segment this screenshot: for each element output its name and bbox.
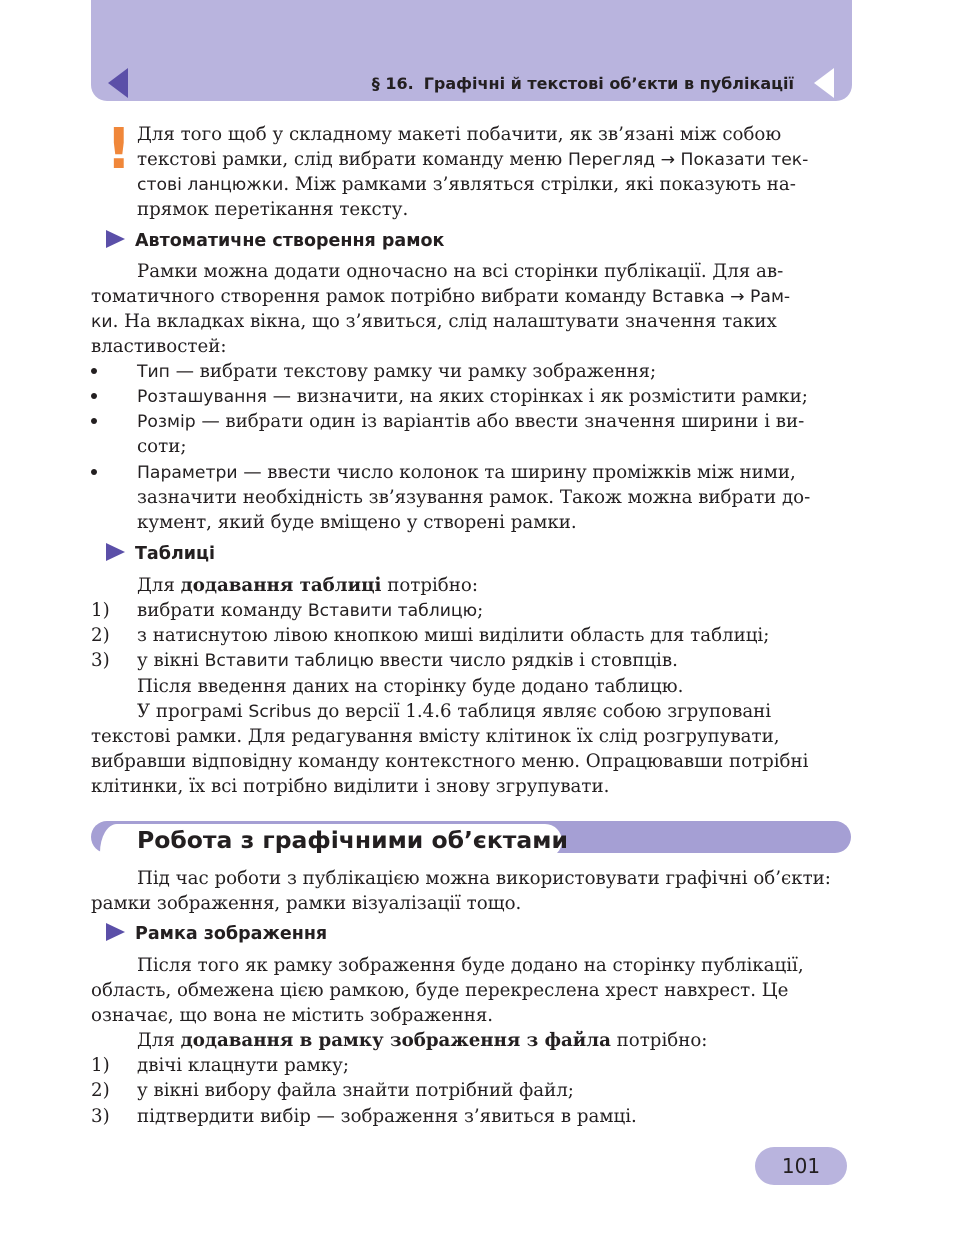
next-page-arrow-icon[interactable] [814,68,834,98]
step-text: двічі клацнути рамку; [137,1055,349,1076]
paragraph-line: текстові рамки. Для редагування вмісту клітинок їх слід розгрупувати, [91,726,780,747]
list-item: кумент, який буде вміщено у створені рамки. [137,512,577,533]
bullet-icon [91,393,97,399]
section-heading: Робота з графічними об’єктами [137,826,568,854]
note-line: прямок перетікання тексту. [137,199,409,220]
step-text: вибрати команду Вставити таблицю; [137,600,484,621]
paragraph-line: означає, що вона не містить зображення. [91,1005,494,1026]
paragraph-line: Під час роботи з публікацією можна використовувати графічні об’єкти: [137,868,831,889]
section-title-header: Графічні й текстові об’єкти в публікації [423,74,794,93]
paragraph-line: Після того як рамку зображення буде додано на сторінку публікації, [137,955,804,976]
step-number: 1) [91,1055,110,1076]
step-number: 2) [91,625,110,646]
step-text: з натиснутою лівою кнопкою миші виділити область для таблиці; [137,625,770,646]
ui-term: Вставка → Рам- [651,287,791,307]
paragraph-line: властивостей: [91,336,227,357]
step-number: 3) [91,1106,110,1127]
paragraph-line: Після введення даних на сторінку буде додано таблицю. [137,676,684,697]
step-number: 2) [91,1080,110,1101]
triangle-bullet-icon [106,923,125,941]
ui-term: Параметри [137,463,238,483]
page-header [91,0,852,101]
step-text: підтвердити вибір — зображення з’явиться в рамці. [137,1106,637,1127]
paragraph-line: У програмі Scribus до версії 1.4.6 таблиця являє собою згруповані [137,701,772,722]
list-item: зазначити необхідність зв’язування рамок. Також можна вибрати до- [137,487,811,508]
paragraph-line: вибравши відповідну команду контекстного меню. Опрацювавши потрібні [91,751,809,772]
bold-term: додавання таблиці [180,575,382,596]
ui-term: ки [91,312,113,332]
paragraph-line: область, обмежена цією рамкою, буде перекреслена хрест навхрест. Це [91,980,789,1001]
list-item: Тип — вибрати текстову рамку чи рамку зображення; [137,361,657,382]
step-text: у вікні вибору файла знайти потрібний файл; [137,1080,574,1101]
step-number: 3) [91,650,110,671]
ui-term: Вставити таблицю [307,601,478,621]
list-item: Параметри — ввести число колонок та ширину проміжків між ними, [137,462,796,483]
triangle-bullet-icon [106,230,125,248]
list-item: Розмір — вибрати один із варіантів або ввести значення ширини і ви- [137,411,805,432]
section-number: § 16. [371,74,414,93]
paragraph-line: рамки зображення, рамки візуалізації тощо. [91,893,522,914]
bullet-icon [91,469,97,475]
note-line: текстові рамки, слід вибрати команду меню Перегляд → Показати тек- [137,149,809,170]
paragraph-line: Рамки можна додати одночасно на всі сторінки публікації. Для ав- [137,261,784,282]
bold-term: додавання в рамку зображення з файла [180,1030,611,1051]
prev-page-arrow-icon[interactable] [108,68,128,98]
subheading-image-frame: Рамка зображення [106,922,327,947]
note-line: Для того щоб у складному макеті побачити, як зв’язані між собою [137,124,782,145]
paragraph-line: томатичного створення рамок потрібно вибрати команду Вставка → Рам- [91,286,791,307]
ui-term: Перегляд → Показати тек- [567,150,809,170]
bullet-icon [91,368,97,374]
ui-term: Розмір [137,412,196,432]
page-number: 101 [755,1147,847,1185]
step-number: 1) [91,600,110,621]
ui-term: стові ланцюжки [137,175,284,195]
list-item: соти; [137,436,187,457]
triangle-bullet-icon [106,543,125,561]
bullet-icon [91,418,97,424]
note-line: стові ланцюжки. Між рамками з’являться стрілки, які показують на- [137,174,796,195]
paragraph-line: ки. На вкладках вікна, що з’явиться, слід налаштувати значення таких [91,311,777,332]
ui-term: Scribus [248,702,312,722]
ui-term: Вставити таблицю [204,651,374,671]
paragraph-line: Для додавання в рамку зображення з файла потрібно: [137,1030,708,1051]
ui-term: Розташування [137,387,267,407]
step-text: у вікні Вставити таблицю ввести число рядків і стовпців. [137,650,678,671]
paragraph-line: клітинки, їх всі потрібно виділити і знову згрупувати. [91,776,610,797]
subheading-tables: Таблиці [106,542,215,567]
list-item: Розташування — визначити, на яких сторінках і як розмістити рамки; [137,386,808,407]
running-title [372,74,794,93]
paragraph-line: Для додавання таблиці потрібно: [137,575,478,596]
exclamation-icon: ! [106,117,132,182]
ui-term: Тип [137,362,170,382]
subheading-auto-frames: Автоматичне створення рамок [106,229,444,254]
